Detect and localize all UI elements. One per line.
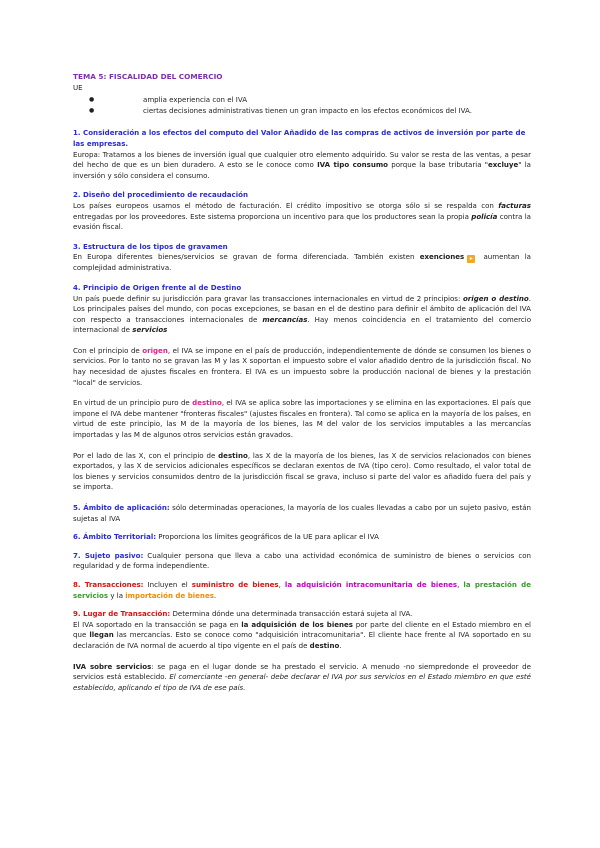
section-1-heading: 1. Consideración a los efectos del computo del Valor Añadido de las compras de activos de inversión por parte de las empresas. (73, 128, 526, 148)
bullet-item: ● ciertas decisiones administrativas tienen un gran impacto en los efectos económicos del IVA. (73, 106, 531, 117)
document-title: TEMA 5: FISCALIDAD DEL COMERCIO (73, 72, 223, 81)
origen-paragraph: Con el principio de origen, el IVA se impone en el país de producción, independientemente de dónde se consumen los bienes o servicios. Por lo tanto no se gravan las M y las X soportan el impuesto sobre el valor añadido dentro de la jurisdicción fiscal. No hay necesidad de ajustes fiscales en frontera. El IVA es un impuesto sobre la producción nacional de bienes y la prestación "local" de servicios. (73, 345, 531, 387)
section-6: 6. Ámbito Territorial: Proporciona los límites geográficos de la UE para aplicar el IVA (73, 532, 379, 542)
destino-paragraph: En virtud de un principio puro de destino, el IVA se aplica sobre las importaciones y se elimina en las exportaciones. El país que impone el IVA debe mantener "fronteras fiscales" (ajustes fiscales en frontera). Tal como se aplica en la mayoría de los países, en virtud de este principio, las M de la mayoría de los bienes, las M del valor de los servicios imputables a las mercancías importadas y las M de algunos otros servicios están gravados. (73, 398, 531, 440)
section-1-body: Europa: Tratamos a los bienes de inversión igual que cualquier otro elemento adquirido. Su valor se resta de las ventas, a pesar del hecho de que es un bien duradero. A esto se le conoce como IVA tipo consumo porque la base tributaria "excluye" la inversión y sólo considera el consumo. (73, 149, 531, 180)
bullet-item: ● amplia experiencia con el IVA (73, 95, 531, 106)
exports-paragraph: Por el lado de las X, con el principio de destino, las X de la mayoría de los bienes, las X de servicios relacionados con bienes exportados, y las X de servicios adicionales específicos se declaran exentos de IVA (tipo cero). Como resultado, el valor total de los bienes y servicios consumidos dentro de la jurisdicción fiscal se grava, incluso si parte del valor es añadido fuera del país y se importa. (73, 450, 531, 492)
intro-bullet-list (73, 95, 531, 116)
section-9-body: El IVA soportado en la transacción se paga en la adquisición de los bienes por parte del cliente en el Estado miembro en el que llegan las mercancías. Esto se conoce como "adquisición intracomunitaria". El cliente hace frente al IVA soportado en su declaración de IVA normal de acuerdo al tipo vigente en el país de destino. (73, 619, 532, 650)
section-2-body: Los países europeos usamos el método de facturación. El crédito impositivo se otorga sólo si se respalda con facturas entregadas por los proveedores. Este sistema proporciona un incentivo para que los productores sean la propia policía contra la evasión fiscal. (73, 200, 531, 232)
ue-label: UE (73, 82, 83, 92)
section-7: 7. Sujeto pasivo: Cualquier persona que lleva a cabo una actividad económica de suministro de bienes o servicios con regularidad y de forma independiente. (73, 550, 531, 571)
services-paragraph: IVA sobre servicios: se paga en el lugar donde se ha prestado el servicio. A menudo -no siempredonde el proveedor de servicios está establecido. El comerciante -en general- debe declarar el IVA por sus servicios en el Estado miembro en que esté establecido, aplicando el tipo de IVA de ese país. (73, 661, 531, 692)
section-8: 8. Transacciones: Incluyen el suministro de bienes, la adquisición intracomunitaria de bienes, la prestación de servicios y la importación de bienes. (73, 579, 532, 600)
section-3-heading: 3. Estructura de los tipos de gravamen (73, 241, 228, 251)
section-5: 5. Ámbito de aplicación: sólo determinadas operaciones, la mayoría de los cuales llevadas a cabo por un sujeto pasivo, están sujetas al IVA (73, 503, 532, 523)
section-4-heading: 4. Principio de Origen frente al de Destino (73, 282, 242, 292)
section-3-body: En Europa diferentes bienes/servicios se gravan de forma diferenciada. También existen exenciones ▸ aumentan la complejidad administrativa. (73, 252, 531, 273)
document-page (73, 72, 531, 693)
section-2-heading: 2. Diseño del procedimiento de recaudación (73, 190, 249, 200)
section-9: 9. Lugar de Transacción: Determina dónde una determinada transacción estará sujeta al IVA. (73, 609, 413, 619)
comment-icon[interactable]: ▸ (467, 255, 475, 263)
section-4-body: Un país puede definir su jurisdicción para gravar las transacciones internacionales en virtud de 2 principios: origen o destino. Los principales países del mundo, con pocas excepciones, se basan en el de destino para definir el ámbito de aplicación del IVA con respecto a transacciones internacionales de mercancías. Hay menos coincidencia en el tratamiento del comercio internacional de servicios (73, 293, 532, 335)
